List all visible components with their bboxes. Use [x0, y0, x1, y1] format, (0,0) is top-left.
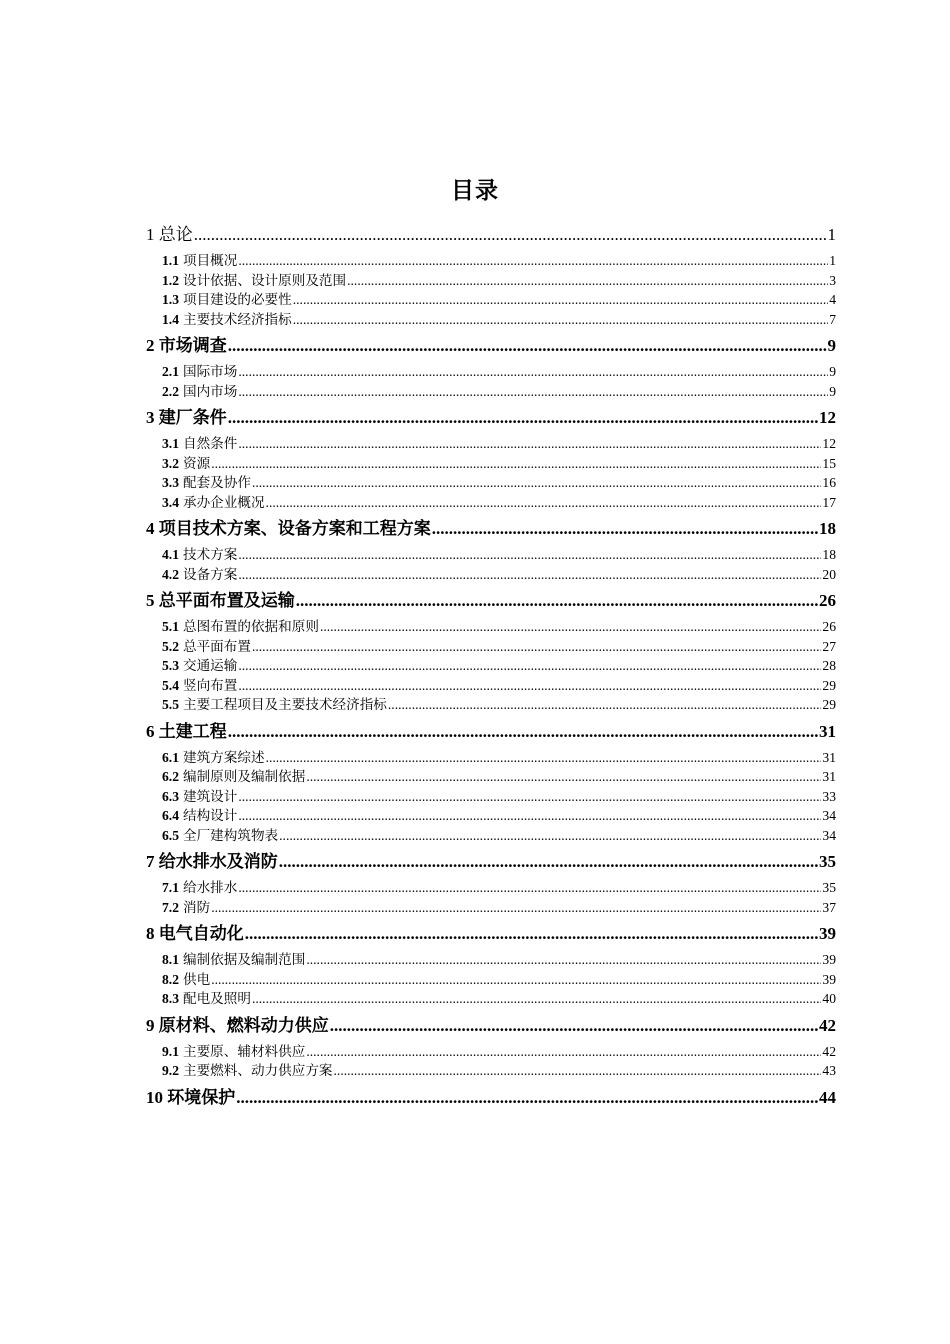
toc-leader-dots [211, 898, 821, 918]
toc-leader-dots [432, 516, 818, 542]
toc-section-entry[interactable] [146, 290, 836, 310]
toc-section-label: 编制依据及编制范围 [183, 952, 306, 967]
toc-section-label: 主要燃料、动力供应方案 [183, 1063, 333, 1078]
toc-page-number: 39 [819, 924, 836, 943]
toc-section-number: 5.2 [162, 638, 179, 654]
toc-section-label: 编制原则及编制依据 [183, 769, 306, 784]
toc-leader-dots [238, 878, 821, 898]
toc-section-number: 7.1 [162, 880, 179, 895]
toc-page-number: 4 [829, 292, 836, 307]
toc-leader-dots [293, 290, 828, 310]
toc-page-number: 35 [822, 880, 836, 895]
toc-section-entry[interactable] [146, 806, 836, 826]
toc-leader-dots [252, 989, 821, 1009]
toc-leader-dots [211, 454, 821, 474]
toc-section-number: 6.1 [162, 749, 179, 765]
toc-chapter-entry[interactable] [146, 333, 836, 359]
toc-leader-dots [238, 565, 821, 585]
toc-section-entry[interactable] [146, 1061, 836, 1081]
toc-page-number: 15 [822, 455, 836, 471]
toc-leader-dots [320, 617, 821, 637]
toc-section-number: 8.1 [162, 952, 179, 967]
toc-page-number: 16 [822, 475, 836, 490]
toc-leader-dots [330, 1013, 818, 1039]
toc-page-number: 26 [822, 619, 836, 634]
toc-leader-dots [228, 333, 827, 359]
toc-chapter-entry[interactable] [146, 405, 836, 431]
toc-section-number: 4.2 [162, 566, 179, 582]
toc-leader-dots [245, 921, 818, 947]
toc-page-number: 12 [822, 436, 836, 451]
toc-section-entry[interactable] [146, 565, 836, 585]
toc-page-number: 9 [829, 383, 836, 399]
toc-section-label: 国际市场 [183, 364, 238, 379]
toc-page-number: 20 [822, 566, 836, 582]
toc-section-label: 给水排水 [183, 880, 238, 895]
toc-page-number: 18 [822, 547, 836, 562]
toc-section-label: 结构设计 [183, 808, 238, 823]
toc-page-number: 44 [819, 1087, 836, 1107]
toc-chapter-label: 8 电气自动化 [146, 924, 244, 943]
toc-section-entry[interactable] [146, 434, 836, 454]
toc-page-number: 42 [819, 1015, 836, 1035]
toc-leader-dots [279, 826, 821, 846]
toc-chapter-entry[interactable] [146, 1085, 836, 1111]
toc-section-label: 主要技术经济指标 [183, 311, 292, 327]
toc-section-label: 项目概况 [183, 253, 238, 268]
toc-section-entry[interactable] [146, 271, 836, 291]
toc-section-number: 3.1 [162, 436, 179, 451]
toc-page-number: 9 [829, 364, 836, 379]
toc-page-number: 39 [822, 971, 836, 987]
toc-chapter-entry[interactable] [146, 516, 836, 542]
toc-section-label: 自然条件 [183, 436, 238, 451]
toc-chapter-label: 10 环境保护 [146, 1087, 236, 1107]
toc-section-entry[interactable] [146, 251, 836, 271]
toc-page-number: 1 [829, 253, 836, 268]
toc-section-number: 1.2 [162, 272, 179, 288]
toc-page-number: 12 [819, 408, 836, 427]
toc-section-label: 技术方案 [183, 547, 238, 562]
toc-page-number: 31 [819, 721, 836, 741]
toc-chapter-label: 2 市场调查 [146, 336, 227, 355]
toc-section-label: 国内市场 [183, 383, 238, 399]
toc-page-number: 27 [822, 638, 836, 654]
toc-chapter-entry[interactable] [146, 921, 836, 947]
toc-chapter-entry[interactable] [146, 719, 836, 745]
toc-section-number: 8.3 [162, 991, 179, 1006]
toc-chapter-label: 9 原材料、燃料动力供应 [146, 1015, 329, 1035]
toc-section-label: 主要原、辅材料供应 [183, 1043, 306, 1059]
toc-section-entry[interactable] [146, 382, 836, 402]
toc-page-number: 43 [822, 1063, 836, 1078]
toc-section-entry[interactable] [146, 617, 836, 637]
toc-section-label: 消防 [183, 899, 211, 915]
toc-chapter-label: 3 建厂条件 [146, 408, 227, 427]
toc-section-number: 6.4 [162, 808, 179, 823]
toc-section-number: 2.1 [162, 364, 179, 379]
toc-page-number: 9 [827, 336, 836, 355]
toc-section-label: 资源 [183, 455, 211, 471]
toc-leader-dots [238, 806, 821, 826]
toc-leader-dots [228, 405, 818, 431]
toc-page-number: 28 [822, 658, 836, 673]
toc-leader-dots [238, 382, 828, 402]
toc-page-number: 29 [822, 677, 836, 693]
toc-chapter-label: 6 土建工程 [146, 721, 227, 741]
table-of-contents [146, 222, 836, 1111]
toc-chapter-entry[interactable] [146, 222, 836, 248]
toc-leader-dots [252, 473, 821, 493]
toc-section-number: 1.4 [162, 311, 179, 327]
toc-section-number: 2.2 [162, 383, 179, 399]
toc-section-number: 6.5 [162, 827, 179, 843]
toc-leader-dots [266, 493, 822, 513]
toc-page-number: 35 [819, 852, 836, 871]
toc-leader-dots [228, 719, 818, 745]
toc-section-label: 主要工程项目及主要技术经济指标 [183, 697, 387, 712]
toc-leader-dots [334, 1061, 822, 1081]
toc-chapter-label: 5 总平面布置及运输 [146, 591, 295, 610]
toc-page-number: 1 [827, 225, 836, 244]
toc-leader-dots [238, 676, 821, 696]
toc-section-number: 6.3 [162, 788, 179, 804]
toc-leader-dots [238, 251, 828, 271]
toc-leader-dots [388, 695, 822, 715]
toc-leader-dots [306, 1042, 821, 1062]
toc-leader-dots [238, 545, 821, 565]
toc-section-label: 项目建设的必要性 [183, 292, 292, 307]
toc-section-label: 建筑方案综述 [183, 749, 265, 765]
toc-leader-dots [238, 434, 821, 454]
toc-leader-dots [266, 748, 822, 768]
toc-section-label: 竖向布置 [183, 677, 238, 693]
toc-chapter-entry[interactable] [146, 588, 836, 614]
toc-page-number: 34 [822, 808, 836, 823]
toc-page-number: 42 [822, 1043, 836, 1059]
toc-section-label: 全厂建构筑物表 [183, 827, 279, 843]
toc-page-number: 17 [822, 494, 836, 510]
toc-leader-dots [238, 362, 828, 382]
toc-section-number: 8.2 [162, 971, 179, 987]
toc-section-number: 1.1 [162, 253, 179, 268]
toc-section-label: 设计依据、设计原则及范围 [183, 272, 347, 288]
toc-section-entry[interactable] [146, 637, 836, 657]
toc-section-number: 5.3 [162, 658, 179, 673]
toc-section-entry[interactable] [146, 656, 836, 676]
toc-section-label: 设备方案 [183, 566, 238, 582]
toc-page-number: 33 [822, 788, 836, 804]
toc-section-entry[interactable] [146, 767, 836, 787]
toc-leader-dots [279, 849, 818, 875]
toc-leader-dots [347, 271, 828, 291]
toc-section-number: 3.2 [162, 455, 179, 471]
toc-leader-dots [306, 767, 821, 787]
toc-section-entry[interactable] [146, 748, 836, 768]
toc-section-label: 总平面布置 [183, 638, 251, 654]
toc-page-number: 37 [822, 899, 836, 915]
toc-section-label: 承办企业概况 [183, 494, 265, 510]
toc-section-number: 7.2 [162, 899, 179, 915]
toc-chapter-entry[interactable] [146, 849, 836, 875]
toc-leader-dots [252, 637, 821, 657]
toc-section-entry[interactable] [146, 950, 836, 970]
toc-leader-dots [211, 970, 821, 990]
toc-leader-dots [293, 310, 828, 330]
toc-leader-dots [194, 222, 827, 248]
toc-section-entry[interactable] [146, 493, 836, 513]
toc-page-number: 40 [822, 991, 836, 1006]
toc-page-number: 31 [822, 749, 836, 765]
toc-section-entry[interactable] [146, 676, 836, 696]
toc-section-entry[interactable] [146, 898, 836, 918]
toc-section-number: 9.1 [162, 1043, 179, 1059]
toc-page-number: 29 [822, 697, 836, 712]
toc-section-label: 建筑设计 [183, 788, 238, 804]
toc-page-number: 3 [829, 272, 836, 288]
toc-section-number: 9.2 [162, 1063, 179, 1078]
toc-section-number: 6.2 [162, 769, 179, 784]
toc-section-entry[interactable] [146, 989, 836, 1009]
toc-leader-dots [238, 787, 821, 807]
toc-section-entry[interactable] [146, 362, 836, 382]
toc-section-entry[interactable] [146, 473, 836, 493]
toc-chapter-entry[interactable] [146, 1013, 836, 1039]
page-title: 目录 [451, 178, 499, 203]
toc-page-number: 34 [822, 827, 836, 843]
toc-chapter-label: 1 总论 [146, 225, 193, 244]
toc-section-entry[interactable] [146, 787, 836, 807]
toc-section-number: 4.1 [162, 547, 179, 562]
toc-section-entry[interactable] [146, 1042, 836, 1062]
toc-section-entry[interactable] [146, 310, 836, 330]
toc-page-number: 26 [819, 591, 836, 610]
toc-section-label: 配电及照明 [183, 991, 251, 1006]
toc-section-number: 5.4 [162, 677, 179, 693]
toc-section-number: 5.5 [162, 697, 179, 712]
toc-page-number: 7 [829, 311, 836, 327]
toc-leader-dots [236, 1085, 818, 1111]
toc-section-label: 交通运输 [183, 658, 238, 673]
toc-section-entry[interactable] [146, 695, 836, 715]
toc-leader-dots [296, 588, 818, 614]
toc-section-entry[interactable] [146, 454, 836, 474]
toc-section-label: 总图布置的依据和原则 [183, 619, 319, 634]
toc-leader-dots [238, 656, 821, 676]
toc-section-number: 5.1 [162, 619, 179, 634]
toc-section-number: 1.3 [162, 292, 179, 307]
toc-page-number: 39 [822, 952, 836, 967]
toc-section-entry[interactable] [146, 878, 836, 898]
toc-section-label: 配套及协作 [183, 475, 251, 490]
toc-chapter-label: 7 给水排水及消防 [146, 852, 278, 871]
toc-section-number: 3.3 [162, 475, 179, 490]
toc-section-label: 供电 [183, 971, 211, 987]
toc-section-number: 3.4 [162, 494, 179, 510]
toc-section-entry[interactable] [146, 545, 836, 565]
toc-page-number: 31 [822, 769, 836, 784]
toc-page-number: 18 [819, 519, 836, 538]
toc-leader-dots [306, 950, 821, 970]
toc-section-entry[interactable] [146, 970, 836, 990]
toc-chapter-label: 4 项目技术方案、设备方案和工程方案 [146, 519, 431, 538]
toc-section-entry[interactable] [146, 826, 836, 846]
